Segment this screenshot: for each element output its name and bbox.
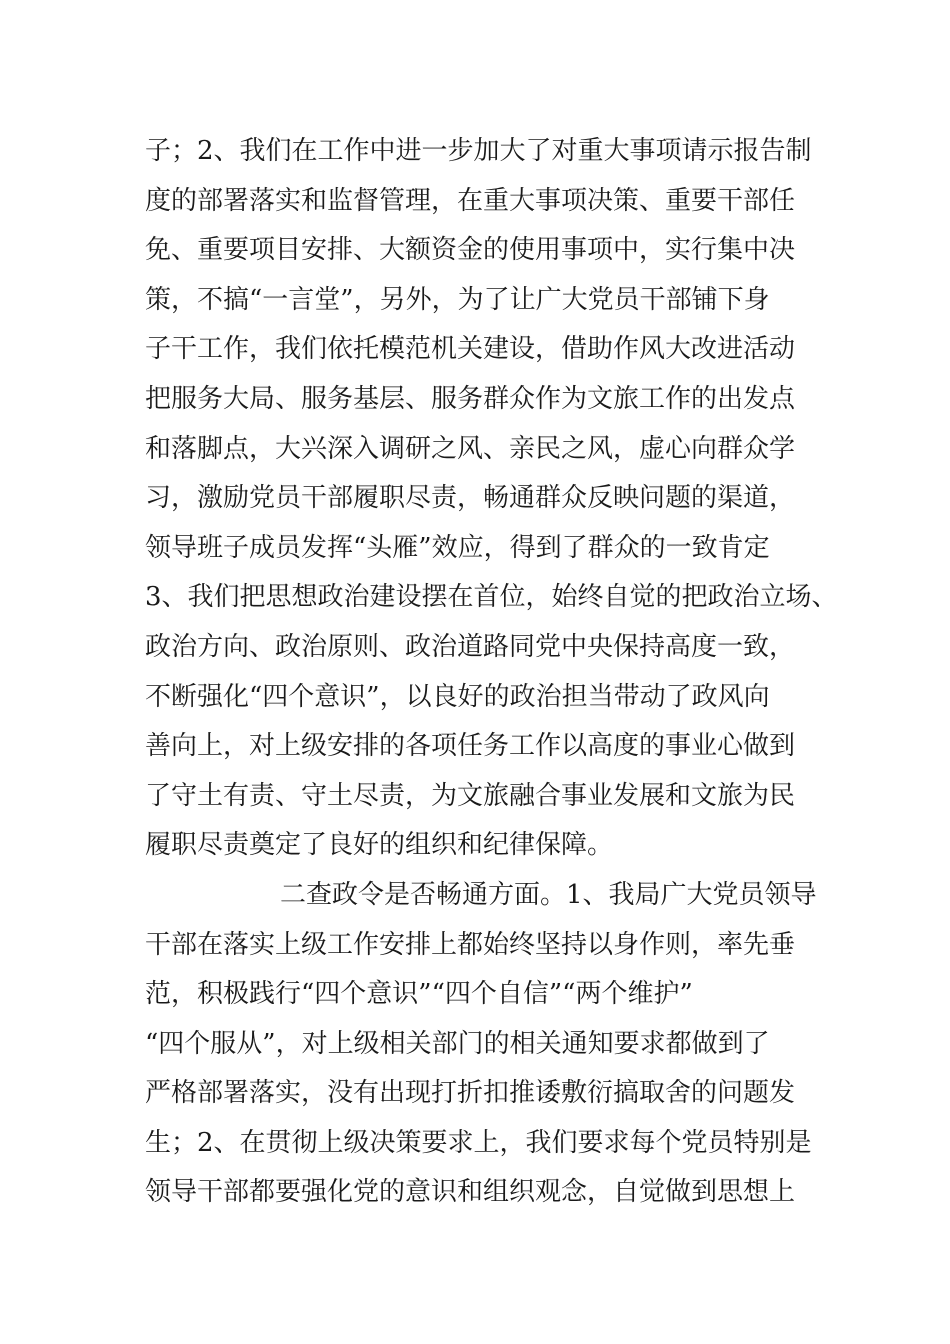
text-line-10: 3、我们把思想政治建设摆在首位，始终自觉的把政治立场、 bbox=[145, 582, 838, 613]
text-line-5: 子干工作，我们依托模范机关建设，借助作风大改进活动 bbox=[145, 334, 796, 365]
text-line-13: 善向上，对上级安排的各项任务工作以高度的事业心做到 bbox=[145, 731, 796, 762]
text-line-7: 和落脚点，大兴深入调研之风、亲民之风，虚心向群众学 bbox=[145, 433, 796, 464]
body-text bbox=[145, 127, 838, 1218]
text-line-12: 不断强化“四个意识”，以良好的政治担当带动了政风向 bbox=[145, 681, 770, 712]
text-line-19: “四个服从”，对上级相关部门的相关通知要求都做到了 bbox=[145, 1028, 770, 1059]
text-line-21: 生；2、在贯彻上级决策要求上，我们要求每个党员特别是 bbox=[145, 1127, 812, 1158]
text-line-3: 免、重要项目安排、大额资金的使用事项中，实行集中决 bbox=[145, 235, 796, 266]
text-line-18: 范，积极践行“四个意识”“四个自信”“两个维护” bbox=[145, 979, 693, 1010]
text-line-2: 度的部署落实和监督管理，在重大事项决策、重要干部任 bbox=[145, 185, 796, 216]
text-line-6: 把服务大局、服务基层、服务群众作为文旅工作的出发点 bbox=[145, 383, 796, 414]
section-heading-line: 二查政令是否畅通方面。1、我局广大党员领导 bbox=[280, 879, 817, 910]
text-line-1: 子；2、我们在工作中进一步加大了对重大事项请示报告制 bbox=[145, 136, 812, 166]
text-line-9: 领导班子成员发挥“头雁”效应，得到了群众的一致肯定 bbox=[145, 532, 770, 563]
text-line-4: 策，不搞“一言堂”，另外，为了让广大党员干部铺下身 bbox=[145, 284, 770, 315]
text-line-20: 严格部署落实，没有出现打折扣推诿敷衍搞取舍的问题发 bbox=[145, 1078, 796, 1109]
text-line-22: 领导干部都要强化党的意识和组织观念，自觉做到思想上 bbox=[145, 1177, 796, 1208]
text-line-8: 习，激励党员干部履职尽责，畅通群众反映问题的渠道， bbox=[145, 483, 796, 514]
text-line-14: 了守土有责、守土尽责，为文旅融合事业发展和文旅为民 bbox=[145, 780, 796, 811]
text-line-15: 履职尽责奠定了良好的组织和纪律保障。 bbox=[145, 830, 614, 861]
text-line-11: 政治方向、政治原则、政治道路同党中央保持高度一致， bbox=[145, 631, 796, 662]
text-line-17: 干部在落实上级工作安排上都始终坚持以身作则，率先垂 bbox=[145, 929, 796, 960]
